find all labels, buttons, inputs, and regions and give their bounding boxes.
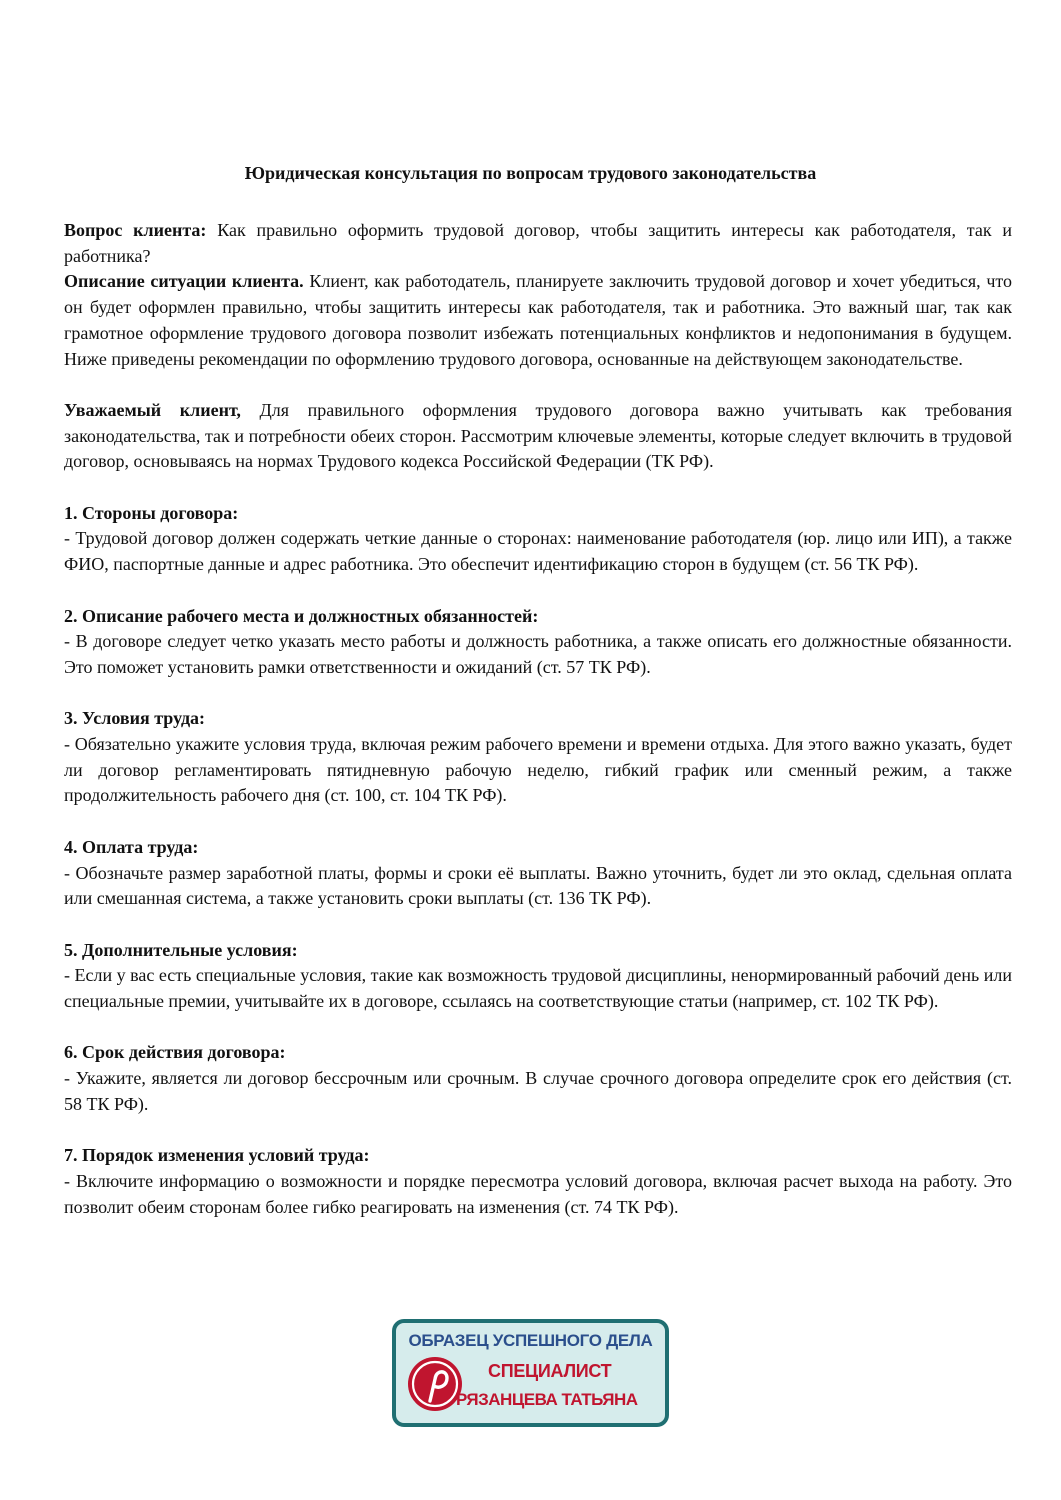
client-question-label: Вопрос клиента:: [64, 220, 207, 240]
section-text: - В договоре следует четко указать место работы и должность работника, а также описать его должностные обязанности. Это поможет установить рамки ответственности и ожиданий (ст. 57 ТК РФ).: [64, 631, 1012, 677]
section-6: [64, 1040, 1012, 1117]
section-text: - Включите информацию о возможности и порядке пересмотра условий договора, включая расчет выхода на работу. Это позволит обеим сторонам более гибко реагировать на изменения (ст. 74 ТК РФ).: [64, 1170, 1012, 1217]
spacer: [64, 372, 1012, 398]
section-2: [64, 604, 1012, 681]
section-3: [64, 706, 1012, 809]
spacer: [64, 912, 1012, 938]
spacer: [64, 578, 1012, 604]
section-7: [64, 1143, 1012, 1220]
section-text: - Если у вас есть специальные условия, такие как возможность трудовой дисциплины, ненормированный рабочий день или специальные премии, учитывайте их в договоре, ссылаясь на соответствующие статьи (например, ст. 102 ТК РФ).: [64, 965, 1012, 1011]
stamp-line-3: РЯЗАНЦЕВА ТАТЬЯНА: [456, 1390, 638, 1409]
spacer: [64, 1015, 1012, 1041]
client-question: [64, 218, 1012, 269]
section-text: - Обязательно укажите условия труда, включая режим рабочего времени и времени отдыха. Для этого важно указать, будет ли договор регламентировать пятидневную рабочую неделю, гибкий график или сменный режим, а также продолжительность рабочего дня (ст. 100, ст. 104 ТК РФ).: [64, 734, 1012, 806]
situation-label: Описание ситуации клиента.: [64, 271, 304, 292]
section-heading: 4. Оплата труда:: [64, 836, 199, 857]
section-1: [64, 501, 1012, 578]
stamp-line-1: ОБРАЗЕЦ УСПЕШНОГО ДЕЛА: [408, 1331, 653, 1350]
client-question-text: Как правильно оформить трудовой договор, чтобы защитить интересы как работодателя, так и работника?: [64, 220, 1012, 266]
greeting-text: Для правильного оформления трудового договора важно учитывать как требования законодательства, так и потребности обеих сторон. Рассмотрим ключевые элементы, которые следует включить в трудовой договор, основываясь на нормах Трудового кодекса Российской Федерации (ТК РФ).: [64, 399, 1012, 472]
section-5: [64, 938, 1012, 1015]
spacer: [64, 1118, 1012, 1144]
document-title: Юридическая консультация по вопросам трудового законодательства: [244, 163, 817, 183]
section-4: [64, 835, 1012, 912]
situation-text: Клиент, как работодатель, планируете заключить трудовой договор и хочет убедиться, что он будет оформлен правильно, чтобы защитить интересы как работодателя, так и работника. Это важный шаг, так как грамотное оформление трудового договора позволит избежать потенциальных конфликтов и недопонимания в будущем. Ниже приведены рекомендации по оформлению трудового договора, основанные на действующем законодательстве.: [64, 271, 1013, 369]
section-heading: 2. Описание рабочего места и должностных обязанностей:: [64, 605, 539, 626]
situation-description: [64, 269, 1012, 372]
section-heading: 5. Дополнительные условия:: [64, 939, 298, 960]
section-heading: 3. Условия труда:: [64, 708, 206, 729]
section-heading: 6. Срок действия договора:: [64, 1042, 286, 1063]
section-heading: 7. Порядок изменения условий труда:: [64, 1145, 370, 1166]
stamp-line-2: СПЕЦИАЛИСТ: [488, 1361, 612, 1381]
document-body: [64, 218, 1012, 1220]
section-text: - Укажите, является ли договор бессрочным или срочным. В случае срочного договора определите срок его действия (ст. 58 ТК РФ).: [64, 1068, 1012, 1114]
sample-case-stamp: [392, 1319, 669, 1427]
spacer: [64, 475, 1012, 501]
greeting-label: Уважаемый клиент,: [64, 399, 241, 420]
greeting-paragraph: [64, 398, 1012, 475]
section-heading: 1. Стороны договора:: [64, 502, 239, 523]
spacer: [64, 681, 1012, 707]
spacer: [64, 809, 1012, 835]
section-text: - Трудовой договор должен содержать четкие данные о сторонах: наименование работодателя (юр. лицо или ИП), а также ФИО, паспортные данные и адрес работника. Это обеспечит идентификацию сторон в будущем (ст. 56 ТК РФ).: [64, 528, 1012, 575]
section-text: - Обозначьте размер заработной платы, формы и сроки её выплаты. Важно уточнить, будет ли это оклад, сдельная оплата или смешанная система, а также установить сроки выплаты (ст. 136 ТК РФ).: [64, 862, 1012, 909]
